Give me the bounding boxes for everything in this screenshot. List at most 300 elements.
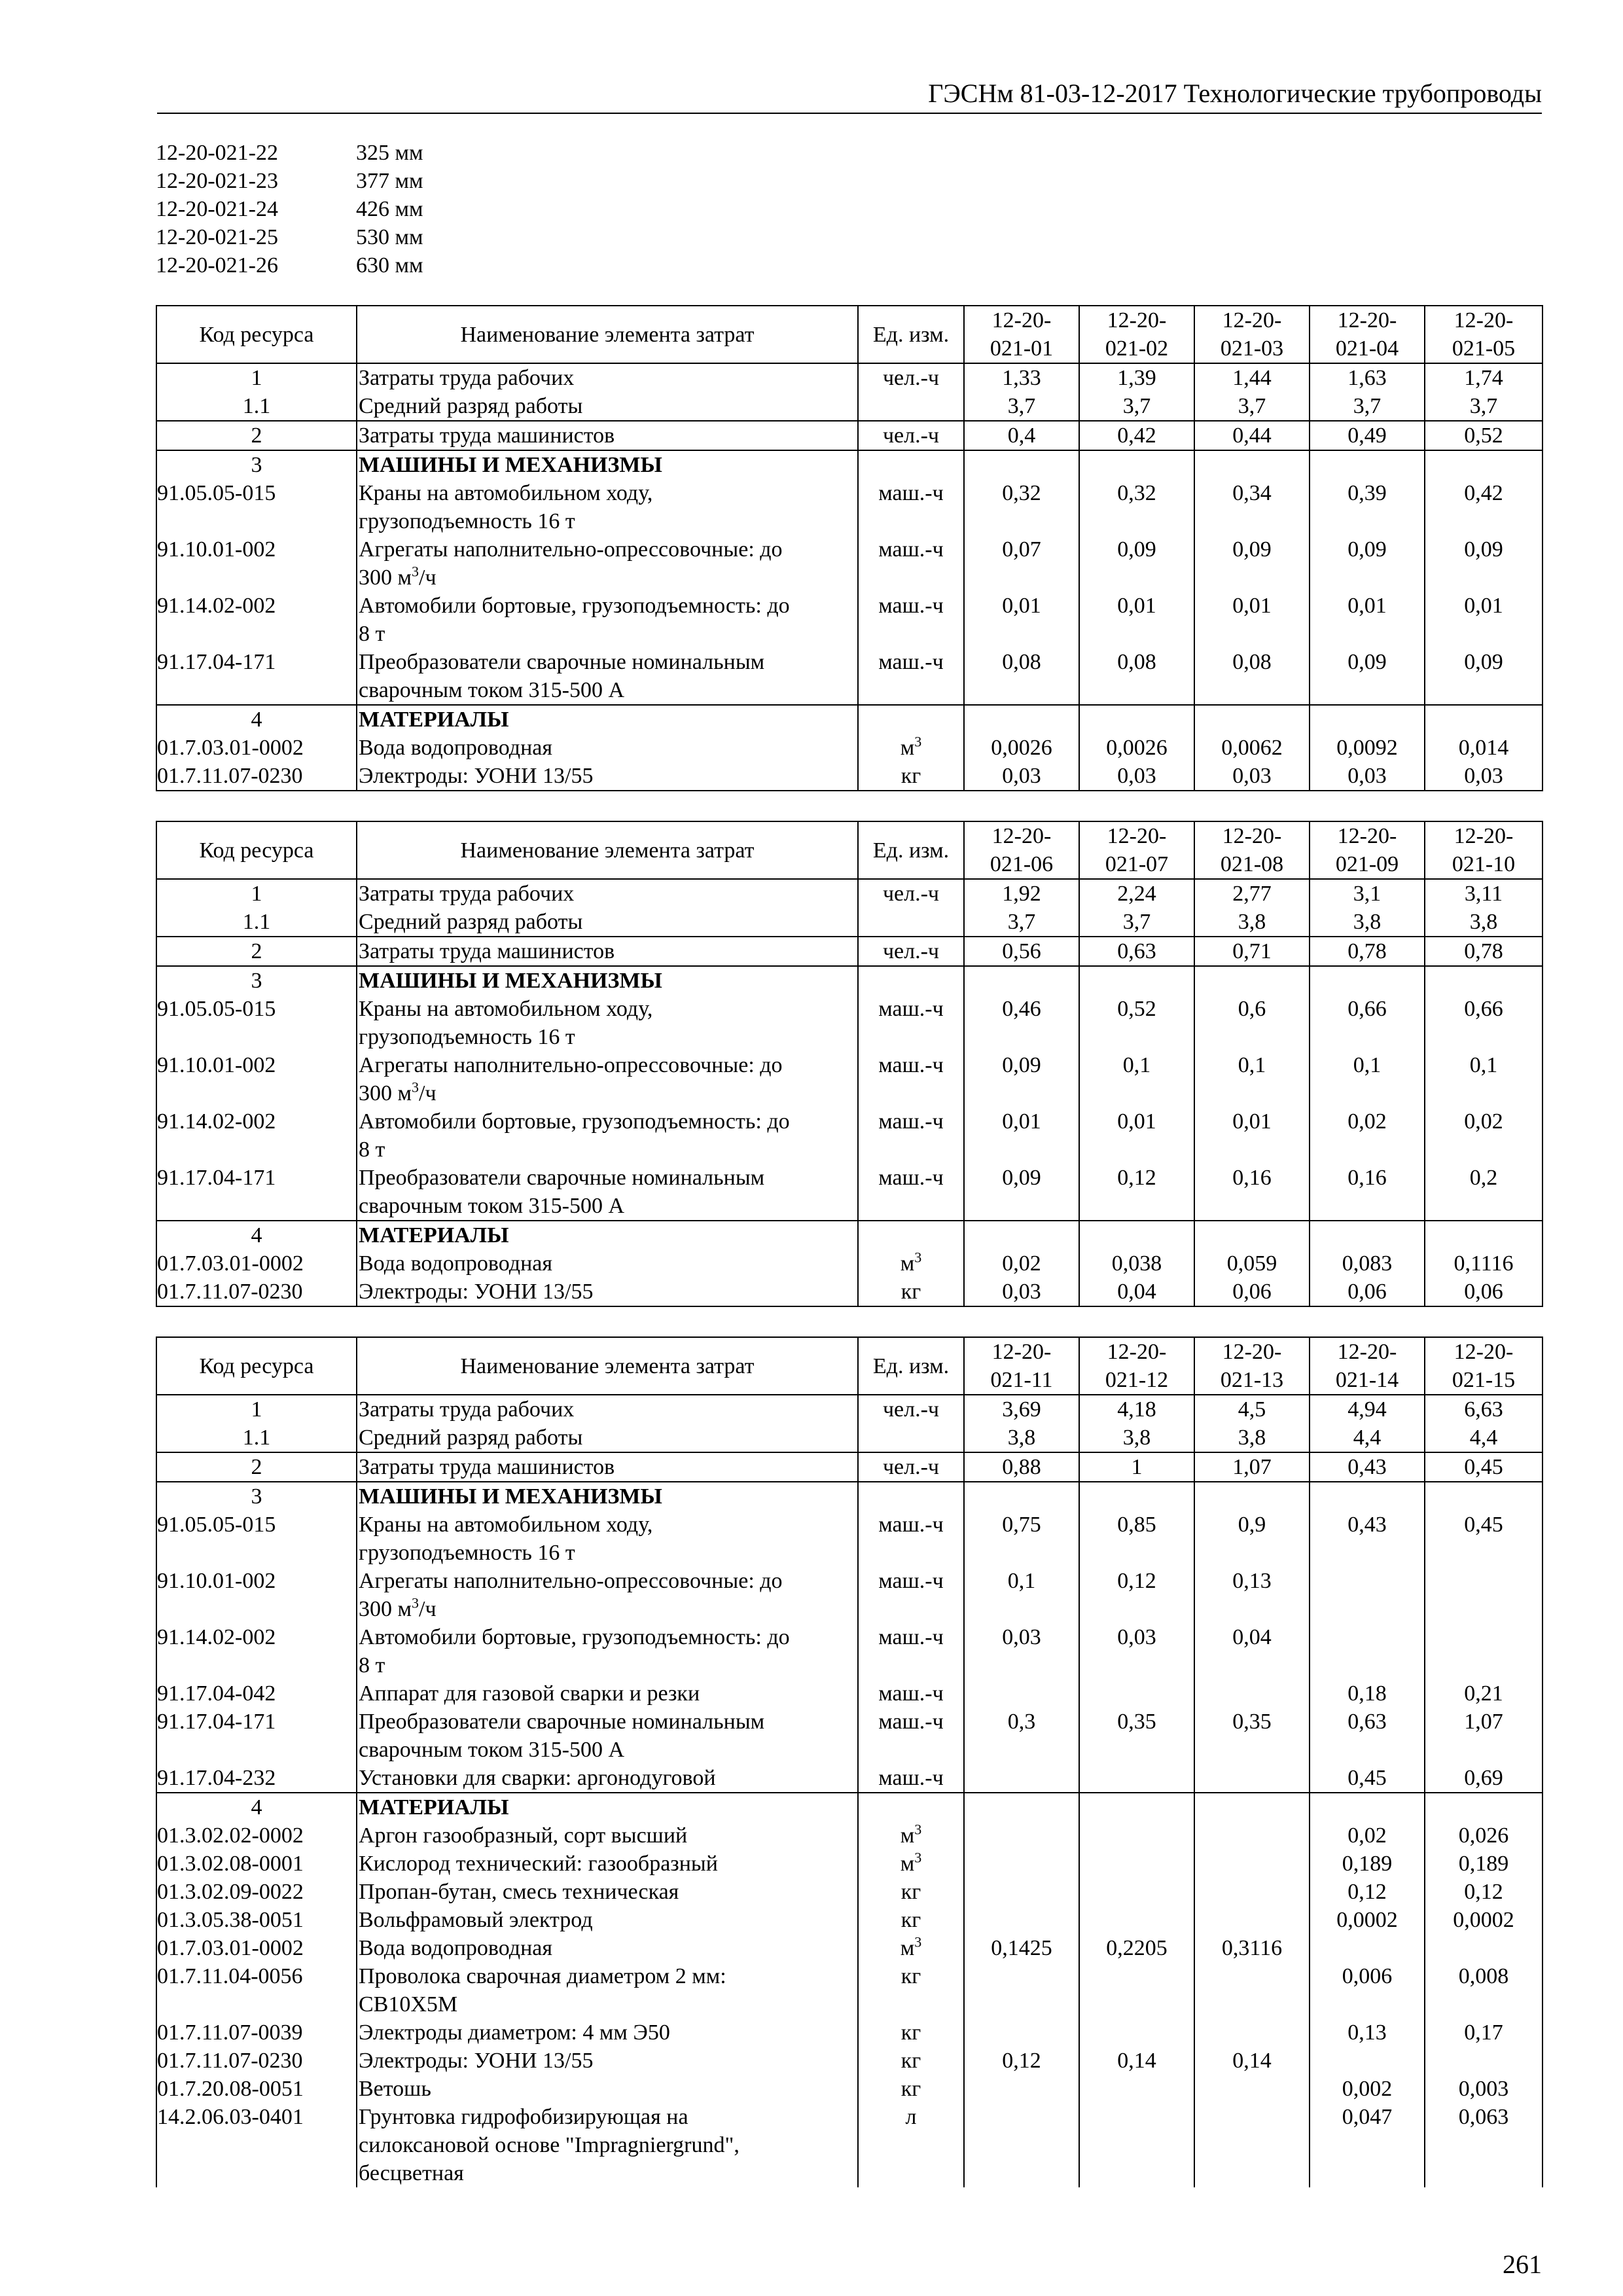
resource-table — [156, 1336, 1543, 2187]
row-value — [1079, 1793, 1194, 1821]
row-value — [1194, 1679, 1310, 1708]
table-row — [156, 648, 1543, 705]
table-row — [156, 421, 1543, 450]
header-norm-code-line: 12-20- — [1337, 824, 1397, 848]
row-value: 0,39 — [1310, 479, 1425, 535]
header-norm-code-line: 12-20- — [991, 824, 1052, 848]
row-name — [357, 1764, 858, 1793]
row-value: 0,56 — [964, 937, 1079, 966]
table-row — [156, 995, 1543, 1051]
row-value — [1079, 1962, 1194, 2018]
row-value: 3,7 — [1079, 392, 1194, 421]
header-norm-code-line: 021-09 — [1335, 852, 1399, 876]
row-name-line: 300 $м^3/ч$ — [359, 1594, 437, 1621]
table-row — [156, 762, 1543, 791]
pipe-size: 630 мм — [356, 253, 423, 278]
row-code: 3 — [156, 1482, 357, 1511]
header-norm-code-line: 021-07 — [1105, 852, 1169, 876]
row-value — [1310, 450, 1425, 479]
row-value — [1194, 705, 1310, 734]
row-value: 0,026 — [1425, 1821, 1543, 1850]
resource-code: 12-20-021-26 — [156, 253, 278, 278]
header-code: Код ресурса — [156, 821, 357, 879]
row-name — [357, 2018, 858, 2047]
row-unit: чел.-ч — [858, 1452, 964, 1482]
row-name-line: грузоподъемность 16 т — [359, 1541, 575, 1565]
code-size-list — [156, 139, 423, 279]
table-row — [156, 1679, 1543, 1708]
row-value — [1425, 1934, 1543, 1962]
header-norm-code-line: 021-05 — [1452, 336, 1516, 361]
row-value — [1194, 1821, 1310, 1850]
table-row — [156, 1221, 1543, 1249]
row-value: 3,8 — [964, 1424, 1079, 1452]
row-name-line: Краны на автомобильном ходу, — [359, 1513, 653, 1537]
row-name-line: 8 т — [359, 1138, 385, 1162]
resource-code: 12-20-021-23 — [156, 169, 278, 193]
table-header-row — [156, 1337, 1543, 1395]
header-norm-code-line: 021-01 — [990, 336, 1054, 361]
row-value — [1425, 2047, 1543, 2075]
row-value: 0,0002 — [1425, 1906, 1543, 1934]
row-value: 0,006 — [1310, 1962, 1425, 2018]
row-name — [357, 1278, 858, 1306]
row-code: 4 — [156, 705, 357, 734]
row-name-line: Автомобили бортовые, грузоподъемность: до — [359, 1625, 790, 1649]
row-value: 0,02 — [1310, 1821, 1425, 1850]
row-value: 0,189 — [1310, 1850, 1425, 1878]
row-value: 0,002 — [1310, 2075, 1425, 2103]
row-value — [1079, 1679, 1194, 1708]
row-value: 3,8 — [1079, 1424, 1194, 1452]
row-unit: кг — [858, 2047, 964, 2075]
row-value: 0,01 — [1079, 1107, 1194, 1164]
row-value — [1310, 1623, 1425, 1679]
row-value: 0,04 — [1194, 1623, 1310, 1679]
row-unit: кг — [858, 762, 964, 791]
row-value: 3,7 — [1079, 908, 1194, 937]
header-norm-code-line: 021-11 — [990, 1368, 1053, 1392]
row-value: 0,02 — [1425, 1107, 1543, 1164]
row-value — [964, 2018, 1079, 2047]
row-value — [1079, 1821, 1194, 1850]
row-code: 01.7.20.08-0051 — [156, 2075, 357, 2103]
row-unit — [858, 1424, 964, 1452]
row-name-line: сварочным током 315-500 А — [359, 678, 625, 702]
row-value: 0,0026 — [964, 734, 1079, 762]
row-unit: кг — [858, 2018, 964, 2047]
code-size-row — [156, 139, 423, 167]
row-value — [964, 1764, 1079, 1793]
row-value: 0,88 — [964, 1452, 1079, 1482]
table-row — [156, 1821, 1543, 1850]
row-value — [1310, 1482, 1425, 1511]
row-unit: маш.-ч — [858, 1764, 964, 1793]
row-value — [964, 1482, 1079, 1511]
row-unit: $м^3$ — [858, 1821, 964, 1850]
row-name — [357, 1850, 858, 1878]
row-value — [1425, 1793, 1543, 1821]
row-value: 0,49 — [1310, 421, 1425, 450]
row-value: 0,4 — [964, 421, 1079, 450]
row-value: 0,3116 — [1194, 1934, 1310, 1962]
row-name-line: Вода водопроводная — [359, 1251, 552, 1276]
row-value: 1,44 — [1194, 363, 1310, 392]
row-value: 0,45 — [1310, 1764, 1425, 1793]
row-code: 91.14.02-002 — [156, 592, 357, 648]
row-value — [1425, 450, 1543, 479]
row-value — [1194, 1878, 1310, 1906]
row-name — [357, 1164, 858, 1221]
header-norm-code-line: 021-06 — [990, 852, 1054, 876]
row-unit: маш.-ч — [858, 995, 964, 1051]
row-value: 4,4 — [1310, 1424, 1425, 1452]
row-name — [357, 734, 858, 762]
row-name-line: Электроды: УОНИ 13/55 — [359, 764, 594, 788]
row-name — [357, 995, 858, 1051]
table-row — [156, 937, 1543, 966]
row-unit — [858, 450, 964, 479]
row-name — [357, 592, 858, 648]
resource-code: 12-20-021-22 — [156, 141, 278, 165]
row-name-line: Затраты труда машинистов — [359, 939, 615, 963]
row-value: 0,06 — [1194, 1278, 1310, 1306]
row-value: 0,09 — [1079, 535, 1194, 592]
row-value: 1,07 — [1425, 1708, 1543, 1764]
header-norm-code-line: 021-15 — [1452, 1368, 1516, 1392]
pipe-size: 377 мм — [356, 169, 423, 193]
row-name-line: МАШИНЫ И МЕХАНИЗМЫ — [359, 453, 662, 477]
row-value: 0,2205 — [1079, 1934, 1194, 1962]
row-name-line: Проволока сварочная диаметром 2 мм: — [359, 1964, 726, 1988]
table-row — [156, 2047, 1543, 2075]
row-value: 0,35 — [1079, 1708, 1194, 1764]
row-value: 0,01 — [1310, 592, 1425, 648]
row-name-line: грузоподъемность 16 т — [359, 509, 575, 533]
header-norm-code-line: 12-20- — [1107, 308, 1167, 332]
row-code: 91.17.04-171 — [156, 1164, 357, 1221]
row-name — [357, 421, 858, 450]
page-title: ГЭСНм 81-03-12-2017 Технологические трубопроводы — [928, 79, 1542, 108]
row-name — [357, 2047, 858, 2075]
row-value — [964, 1878, 1079, 1906]
row-unit: маш.-ч — [858, 1107, 964, 1164]
row-name-line: Вольфрамовый электрод — [359, 1908, 593, 1932]
row-name-line: Преобразователи сварочные номинальным — [359, 650, 765, 674]
row-value: 0,43 — [1310, 1452, 1425, 1482]
row-value — [964, 450, 1079, 479]
row-value: 0,03 — [1079, 1623, 1194, 1679]
row-value: 0,04 — [1079, 1278, 1194, 1306]
row-code: 14.2.06.03-0401 — [156, 2103, 357, 2187]
row-value — [1079, 1906, 1194, 1934]
row-value: 0,63 — [1310, 1708, 1425, 1764]
header-norm-code — [1079, 306, 1194, 363]
row-value — [964, 1962, 1079, 2018]
table-row — [156, 1567, 1543, 1623]
row-unit: маш.-ч — [858, 1708, 964, 1764]
row-value — [1310, 705, 1425, 734]
row-value — [964, 1221, 1079, 1249]
row-value: 0,189 — [1425, 1850, 1543, 1878]
row-name — [357, 479, 858, 535]
row-unit — [858, 392, 964, 421]
code-size-row — [156, 223, 423, 251]
header-norm-code — [1079, 821, 1194, 879]
row-value — [1194, 1221, 1310, 1249]
row-code: 01.7.11.07-0039 — [156, 2018, 357, 2047]
row-unit: маш.-ч — [858, 592, 964, 648]
header-norm-code-line: 12-20- — [991, 1340, 1052, 1364]
row-name — [357, 450, 858, 479]
row-value: 0,01 — [1079, 592, 1194, 648]
row-code: 91.10.01-002 — [156, 1567, 357, 1623]
row-value — [1425, 1221, 1543, 1249]
row-value: 0,18 — [1310, 1679, 1425, 1708]
row-name-line: Ветошь — [359, 2077, 431, 2101]
row-unit: кг — [858, 1278, 964, 1306]
row-name — [357, 1962, 858, 2018]
row-value — [1079, 966, 1194, 995]
row-name-line: Краны на автомобильном ходу, — [359, 997, 653, 1021]
row-value: 3,8 — [1194, 908, 1310, 937]
row-code: 91.05.05-015 — [156, 995, 357, 1051]
row-code: 3 — [156, 966, 357, 995]
row-code: 2 — [156, 1452, 357, 1482]
row-unit: кг — [858, 1906, 964, 1934]
row-value: 4,18 — [1079, 1395, 1194, 1424]
header-norm-code-line: 021-10 — [1452, 852, 1516, 876]
row-code: 91.05.05-015 — [156, 1511, 357, 1567]
table-row — [156, 879, 1543, 908]
row-value — [1425, 1567, 1543, 1623]
table-row — [156, 1962, 1543, 2018]
row-code: 01.7.11.07-0230 — [156, 762, 357, 791]
header-norm-code — [964, 821, 1079, 879]
table-row — [156, 592, 1543, 648]
row-value: 3,8 — [1310, 908, 1425, 937]
row-code: 1 — [156, 879, 357, 908]
row-name-line: Автомобили бортовые, грузоподъемность: до — [359, 1109, 790, 1134]
header-unit: Ед. изм. — [858, 821, 964, 879]
row-value: 0,12 — [964, 2047, 1079, 2075]
row-value: 0,69 — [1425, 1764, 1543, 1793]
row-value: 0,3 — [964, 1708, 1079, 1764]
row-code: 01.7.11.07-0230 — [156, 1278, 357, 1306]
header-norm-code — [1194, 306, 1310, 363]
row-name-line: Установки для сварки: аргонодуговой — [359, 1766, 716, 1790]
row-value: 6,63 — [1425, 1395, 1543, 1424]
row-value: 0,85 — [1079, 1511, 1194, 1567]
row-name — [357, 1482, 858, 1511]
row-value: 0,038 — [1079, 1249, 1194, 1278]
row-value: 0,1 — [1425, 1051, 1543, 1107]
row-code: 91.17.04-042 — [156, 1679, 357, 1708]
row-value — [1194, 1850, 1310, 1878]
row-code: 4 — [156, 1221, 357, 1249]
row-value — [964, 966, 1079, 995]
table-row — [156, 363, 1543, 392]
table-row — [156, 1107, 1543, 1164]
table-row — [156, 1906, 1543, 1934]
row-name-line: МАШИНЫ И МЕХАНИЗМЫ — [359, 1484, 662, 1509]
row-name-line: МАТЕРИАЛЫ — [359, 1795, 509, 1820]
row-value: 0,08 — [1194, 648, 1310, 705]
row-value: 3,7 — [964, 908, 1079, 937]
row-value: 0,43 — [1310, 1511, 1425, 1567]
header-unit: Ед. изм. — [858, 306, 964, 363]
row-value: 0,03 — [1425, 762, 1543, 791]
row-value — [1079, 705, 1194, 734]
row-unit: чел.-ч — [858, 879, 964, 908]
row-name — [357, 363, 858, 392]
row-value: 0,14 — [1079, 2047, 1194, 2075]
row-code: 91.10.01-002 — [156, 1051, 357, 1107]
row-unit: $м^3$ — [858, 1934, 964, 1962]
row-value: 0,09 — [964, 1164, 1079, 1221]
header-norm-code-line: 021-12 — [1105, 1368, 1169, 1392]
row-value: 0,09 — [964, 1051, 1079, 1107]
header-norm-code-line: 021-04 — [1335, 336, 1399, 361]
table-header-row — [156, 306, 1543, 363]
row-unit: маш.-ч — [858, 1679, 964, 1708]
row-value: 0,45 — [1425, 1511, 1543, 1567]
row-value — [1194, 2075, 1310, 2103]
row-name — [357, 1424, 858, 1452]
table-row — [156, 966, 1543, 995]
header-norm-code-line: 021-13 — [1220, 1368, 1284, 1392]
row-value: 0,12 — [1310, 1878, 1425, 1906]
table-row — [156, 1623, 1543, 1679]
row-value — [1079, 2075, 1194, 2103]
row-value: 0,16 — [1310, 1164, 1425, 1221]
table-row — [156, 479, 1543, 535]
row-name — [357, 762, 858, 791]
header-norm-code-line: 12-20- — [1107, 824, 1167, 848]
row-value: 0,32 — [964, 479, 1079, 535]
row-code: 01.3.05.38-0051 — [156, 1906, 357, 1934]
row-value — [1079, 1878, 1194, 1906]
row-value: 0,42 — [1079, 421, 1194, 450]
header-norm-code-line: 021-14 — [1335, 1368, 1399, 1392]
table-row — [156, 1249, 1543, 1278]
row-name — [357, 2075, 858, 2103]
row-value: 0,047 — [1310, 2103, 1425, 2187]
row-value: 1,74 — [1425, 363, 1543, 392]
row-value — [1079, 1850, 1194, 1878]
row-value: 0,01 — [1194, 1107, 1310, 1164]
row-value: 0,0026 — [1079, 734, 1194, 762]
row-value: 3,1 — [1310, 879, 1425, 908]
row-value — [1194, 450, 1310, 479]
row-value: 0,6 — [1194, 995, 1310, 1051]
pipe-size: 426 мм — [356, 197, 423, 221]
row-value: 0,06 — [1425, 1278, 1543, 1306]
row-name — [357, 1878, 858, 1906]
row-value: 0,03 — [964, 762, 1079, 791]
row-value: 4,5 — [1194, 1395, 1310, 1424]
row-name — [357, 1452, 858, 1482]
row-code: 01.7.03.01-0002 — [156, 1934, 357, 1962]
header-norm-code — [964, 1337, 1079, 1395]
row-name — [357, 1221, 858, 1249]
row-value — [964, 1793, 1079, 1821]
header-norm-code-line: 12-20- — [1222, 308, 1282, 332]
row-value: 0,059 — [1194, 1249, 1310, 1278]
row-code: 2 — [156, 421, 357, 450]
row-value: 3,8 — [1425, 908, 1543, 937]
row-value — [1194, 1962, 1310, 2018]
header-norm-code-line: 12-20- — [1454, 824, 1514, 848]
table-row — [156, 1511, 1543, 1567]
row-unit: маш.-ч — [858, 648, 964, 705]
resource-code: 12-20-021-25 — [156, 225, 278, 249]
table-row — [156, 1878, 1543, 1906]
row-value: 3,8 — [1194, 1424, 1310, 1452]
row-value: 0,2 — [1425, 1164, 1543, 1221]
row-value — [1194, 1764, 1310, 1793]
row-name — [357, 1821, 858, 1850]
row-value: 1,92 — [964, 879, 1079, 908]
row-value: 0,09 — [1425, 648, 1543, 705]
row-name-line: Электроды: УОНИ 13/55 — [359, 1280, 594, 1304]
row-name — [357, 1511, 858, 1567]
table-row — [156, 1482, 1543, 1511]
row-name-line: 8 т — [359, 1653, 385, 1677]
row-code: 1 — [156, 363, 357, 392]
table-row — [156, 1051, 1543, 1107]
row-value — [1079, 2018, 1194, 2047]
row-name-line: Затраты труда рабочих — [359, 882, 575, 906]
row-value: 0,083 — [1310, 1249, 1425, 1278]
row-value: 3,11 — [1425, 879, 1543, 908]
table-row — [156, 1793, 1543, 1821]
row-value: 0,78 — [1310, 937, 1425, 966]
row-unit — [858, 1221, 964, 1249]
row-unit: л — [858, 2103, 964, 2187]
row-name-line: Затраты труда машинистов — [359, 1455, 615, 1479]
header-norm-code — [1310, 1337, 1425, 1395]
row-name-line: Краны на автомобильном ходу, — [359, 481, 653, 505]
row-value: 0,06 — [1310, 1278, 1425, 1306]
header-norm-code-line: 021-02 — [1105, 336, 1169, 361]
row-code: 91.10.01-002 — [156, 535, 357, 592]
row-value: 0,063 — [1425, 2103, 1543, 2187]
row-name-line: силоксановой основе "Impragniergrund", — [359, 2133, 740, 2157]
row-value: 0,0002 — [1310, 1906, 1425, 1934]
row-name — [357, 1567, 858, 1623]
header-norm-code — [964, 306, 1079, 363]
row-value: 0,13 — [1310, 2018, 1425, 2047]
table-row — [156, 1850, 1543, 1878]
row-value — [1310, 1934, 1425, 1962]
header-name: Наименование элемента затрат — [357, 821, 858, 879]
row-code: 3 — [156, 450, 357, 479]
row-value: 0,08 — [964, 648, 1079, 705]
row-value: 0,008 — [1425, 1962, 1543, 2018]
header-name: Наименование элемента затрат — [357, 1337, 858, 1395]
header-norm-code — [1425, 1337, 1543, 1395]
row-value — [1425, 1482, 1543, 1511]
row-value: 0,75 — [964, 1511, 1079, 1567]
row-value: 0,03 — [1310, 762, 1425, 791]
page-header — [157, 73, 1542, 114]
row-code: 91.17.04-171 — [156, 648, 357, 705]
row-value: 0,1 — [1310, 1051, 1425, 1107]
row-name-line: 8 т — [359, 622, 385, 646]
row-value: 0,52 — [1079, 995, 1194, 1051]
row-value: 0,01 — [1425, 592, 1543, 648]
